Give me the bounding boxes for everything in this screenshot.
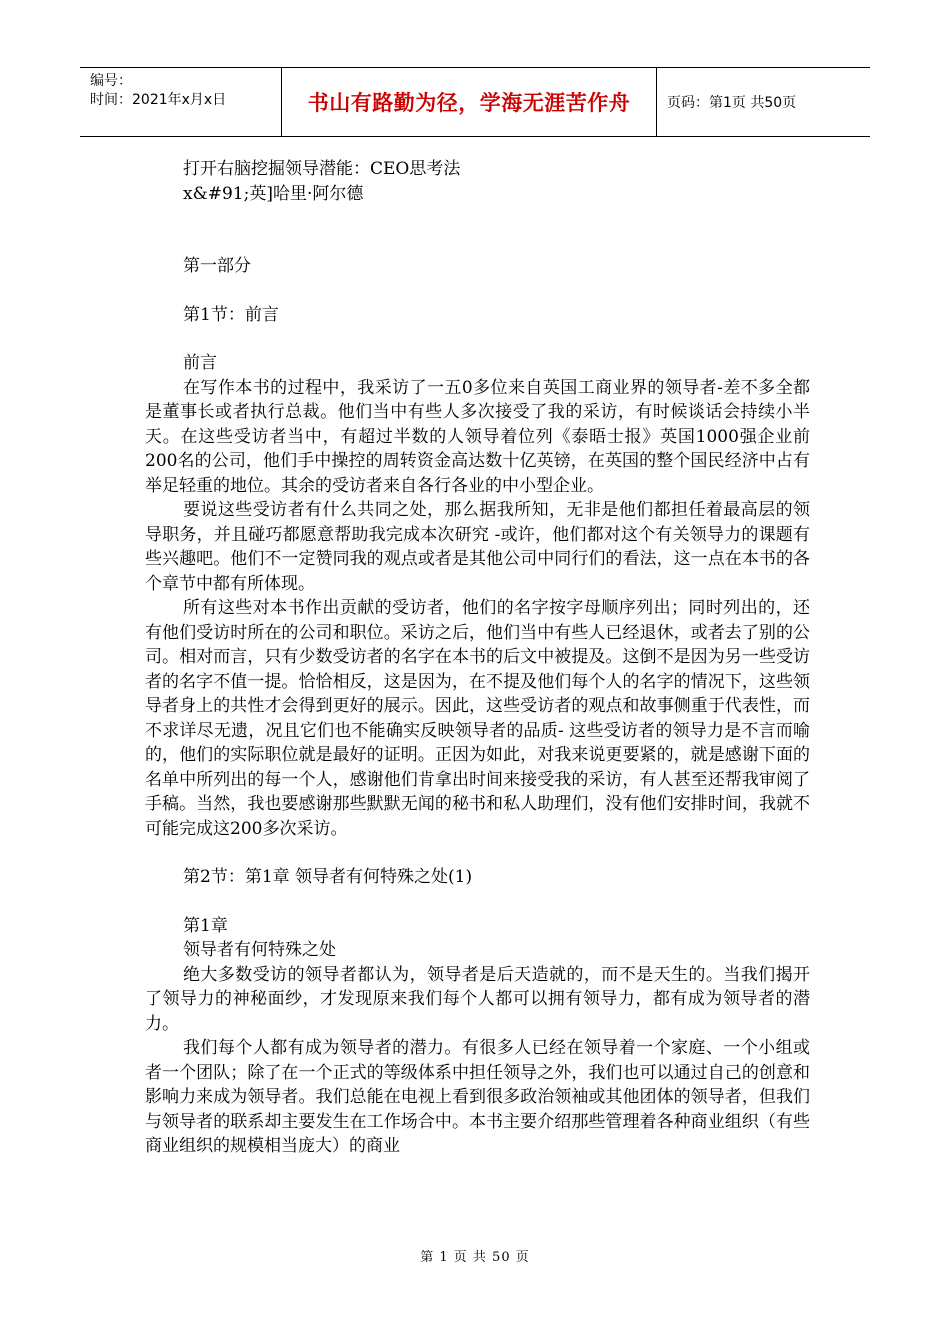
chapter-title: 领导者有何特殊之处 bbox=[183, 940, 336, 960]
preface-heading: 前言 bbox=[183, 353, 217, 373]
part-heading: 第一部分 bbox=[183, 256, 251, 276]
header-meta-cell bbox=[80, 68, 282, 136]
doc-number-label: 编号： bbox=[90, 73, 132, 89]
paragraph-3: 所有这些对本书作出贡献的受访者，他们的名字按字母顺序列出；同时列出的，还有他们受访时所在的公司和职位。采访之后，他们当中有些人已经退休，或者去了别的公司。相对而言，只有少数受访者的名字在本书的后文中被提及。这倒不是因为另一些受访者的名字不值一提。恰恰相反，这是因为，在不提及他们每个人的名字的情况下，这些领导者身上的共性才会得到更好的展示。因此，这些受访者的观点和故事侧重于代表性，而不求详尽无遗，况且它们也不能确实反映领导者的品质- 这些受访者的领导力是不言而喻的，他们的实际职位就是最好的证明。正因为如此，对我来说更要紧的，就是感谢下面的名单中所列出的每一个人，感谢他们肯拿出时间来接受我的采访，有人甚至还帮我审阅了手稿。当然，我也要感谢那些默默无闻的秘书和私人助理们，没有他们安排时间，我就不可能完成这200多次采访。 bbox=[145, 598, 810, 839]
page-footer: 第 1 页 共 50 页 bbox=[420, 1250, 530, 1265]
paragraph-1: 在写作本书的过程中，我采访了一五0多位来自英国工商业界的领导者-差不多全都是董事长或者执行总裁。他们当中有些人多次接受了我的采访，有时候谈话会持续小半天。在这些受访者当中，有超过半数的人领导着位列《泰晤士报》英国1000强企业前200名的公司，他们手中操控的周转资金高达数十亿英镑，在英国的整个国民经济中占有举足轻重的地位。其余的受访者来自各行各业的中小型企业。 bbox=[145, 377, 810, 496]
document-body bbox=[145, 157, 810, 1159]
paragraph-5: 我们每个人都有成为领导者的潜力。有很多人已经在领导着一个家庭、一个小组或者一个团队；除了在一个正式的等级体系中担任领导之外，我们也可以通过自己的创意和影响力来成为领导者。我们总能在电视上看到很多政治领袖或其他团体的领导者，但我们与领导者的联系却主要发生在工作场合中。本书主要介绍那些管理着各种商业组织（有些商业组织的规模相当庞大）的商业 bbox=[145, 1038, 810, 1156]
book-title: 打开右脑挖掘领导潜能：CEO思考法 bbox=[183, 159, 461, 179]
book-author: x&#91;英]哈里·阿尔德 bbox=[183, 183, 364, 204]
doc-date-label: 时间：2021年x月x日 bbox=[90, 92, 227, 108]
header-motto: 书山有路勤为径，学海无涯苦作舟 bbox=[282, 68, 657, 136]
header-table bbox=[80, 67, 870, 137]
section-heading-1: 第1节：前言 bbox=[183, 304, 279, 325]
paragraph-2: 要说这些受访者有什么共同之处，那么据我所知，无非是他们都担任着最高层的领导职务，并且碰巧都愿意帮助我完成本次研究 -或许，他们都对这个有关领导力的课题有些兴趣吧。他们不一定赞同我的观点或者是其他公司中同行们的看法，这一点在本书的各个章节中都有所体现。 bbox=[145, 500, 810, 594]
chapter-label: 第1章 bbox=[183, 915, 228, 936]
section-heading-2: 第2节：第1章 领导者有何特殊之处(1) bbox=[183, 867, 473, 887]
header-page-code: 页码：第1页 共50页 bbox=[667, 95, 797, 111]
paragraph-4: 绝大多数受访的领导者都认为，领导者是后天造就的，而不是天生的。当我们揭开了领导力的神秘面纱，才发现原来我们每个人都可以拥有领导力，都有成为领导者的潜力。 bbox=[145, 964, 810, 1034]
